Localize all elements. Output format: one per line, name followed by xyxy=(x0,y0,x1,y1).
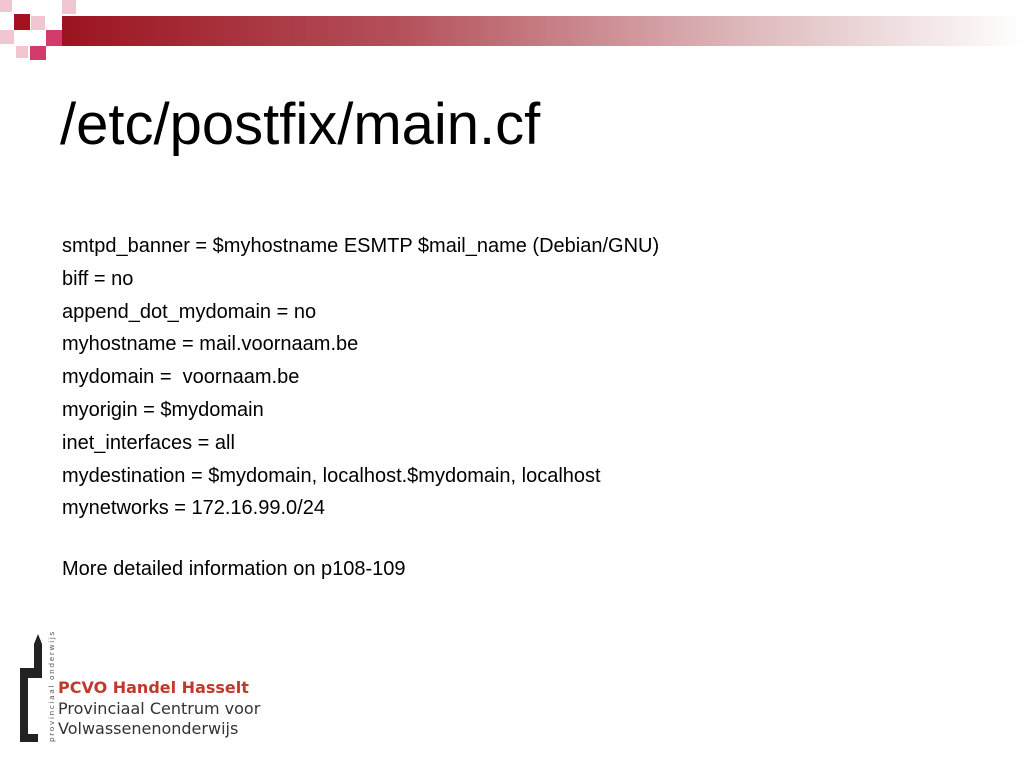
deco-square xyxy=(16,46,28,58)
config-line: myhostname = mail.voornaam.be xyxy=(62,333,359,356)
slide-title: /etc/postfix/main.cf xyxy=(60,92,541,157)
logo-subtitle-line1: Provinciaal Centrum voor xyxy=(58,699,261,718)
logo-subtitle-line2: Volwassenenonderwijs xyxy=(58,719,239,738)
deco-square xyxy=(46,30,62,46)
config-line: mynetworks = 172.16.99.0/24 xyxy=(62,497,325,520)
deco-square xyxy=(62,0,76,14)
logo-text xyxy=(58,677,260,739)
header-decoration xyxy=(0,0,1024,64)
config-list xyxy=(62,230,659,525)
detail-note: More detailed information on p108-109 xyxy=(62,558,406,580)
config-line: append_dot_mydomain = no xyxy=(62,300,317,323)
deco-square xyxy=(31,16,45,30)
config-line: mydestination = $mydomain, localhost.$mydomain, localhost xyxy=(62,464,601,487)
deco-square xyxy=(30,46,46,60)
config-line: biff = no xyxy=(62,267,134,290)
logo-name: PCVO Handel Hasselt xyxy=(58,678,249,697)
header-gradient-bar xyxy=(62,16,1024,46)
config-line: mydomain = voornaam.be xyxy=(62,366,300,389)
logo-vertical-text: provinciaal onderwijs xyxy=(47,630,56,742)
config-line: myorigin = $mydomain xyxy=(62,398,264,421)
deco-square xyxy=(0,30,14,44)
config-line: smtpd_banner = $myhostname ESMTP $mail_name (Debian/GNU) xyxy=(62,235,660,257)
config-line: inet_interfaces = all xyxy=(62,431,235,454)
pcvo-bracket-logo-icon xyxy=(16,630,64,748)
deco-square xyxy=(0,0,12,12)
deco-square xyxy=(14,14,30,30)
